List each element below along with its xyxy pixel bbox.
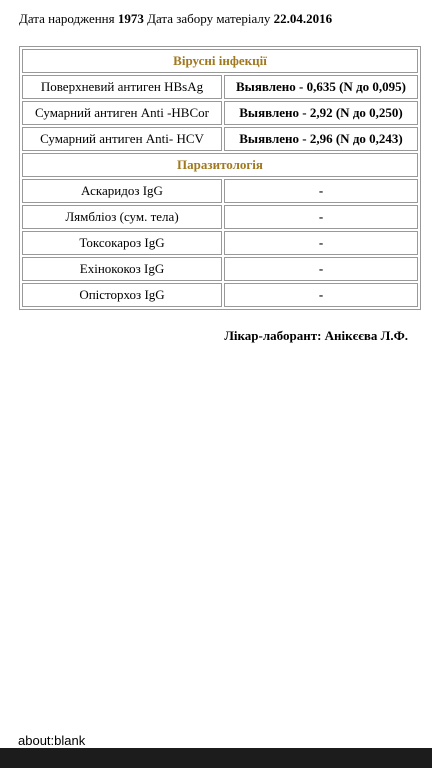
bottom-bar [0,748,432,768]
test-result: Выявлено - 2,96 (N до 0,243) [224,127,418,151]
test-result: - [224,231,418,255]
test-result: - [224,257,418,281]
dob-label: Дата народження [19,11,115,26]
table-row [22,205,418,229]
test-result: Выявлено - 2,92 (N до 0,250) [224,101,418,125]
footer-url: about:blank [18,733,86,748]
test-name: Сумарний антиген Anti -HBCor [22,101,222,125]
section-title: Паразитологія [22,153,418,177]
collect-date-label: Дата забору матеріалу [147,11,271,26]
test-result: - [224,283,418,307]
table-row [22,127,418,151]
test-result: - [224,179,418,203]
collect-date-value: 22.04.2016 [273,11,333,26]
test-name: Сумарний антиген Anti- HCV [22,127,222,151]
test-name: Опісторхоз IgG [22,283,222,307]
test-name: Поверхневий антиген HBsAg [22,75,222,99]
results-table [19,46,421,310]
test-name: Токсокароз IgG [22,231,222,255]
table-row [22,101,418,125]
test-name: Ехінококоз IgG [22,257,222,281]
header-dates [19,11,332,27]
table-row [22,231,418,255]
test-name: Лямбліоз (сум. тела) [22,205,222,229]
test-result: Выявлено - 0,635 (N до 0,095) [224,75,418,99]
test-name: Аскаридоз IgG [22,179,222,203]
lab-signature: Лікар-лаборант: Анікєєва Л.Ф. [224,328,408,343]
dob-value: 1973 [117,11,144,26]
table-row [22,283,418,307]
table-row [22,179,418,203]
table-row [22,257,418,281]
table-row [22,75,418,99]
section-title: Вірусні інфекції [22,49,418,73]
test-result: - [224,205,418,229]
